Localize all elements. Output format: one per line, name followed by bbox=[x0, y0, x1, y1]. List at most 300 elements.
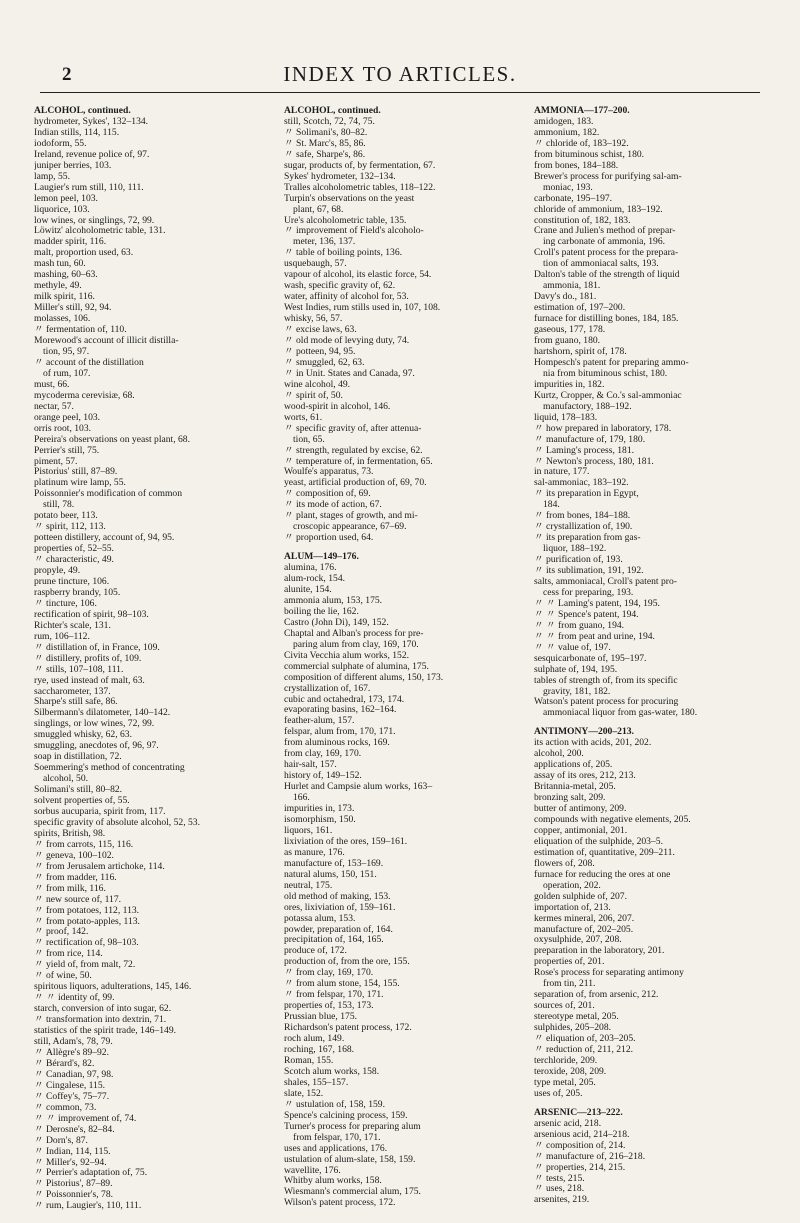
index-entry: constitution of, 182, 183. bbox=[534, 215, 631, 226]
index-entry: platinum wire lamp, 55. bbox=[34, 478, 126, 489]
index-entry: 〃 eliquation of, 203–205. bbox=[534, 1034, 636, 1045]
index-entry: 〃 geneva, 100–102. bbox=[34, 850, 114, 861]
index-entry: 〃 manufacture of, 179, 180. bbox=[534, 434, 646, 445]
index-entry: isomorphism, 150. bbox=[284, 815, 356, 825]
index-entry: separation of, from arsenic, 212. bbox=[534, 990, 659, 1001]
index-entry: golden sulphide of, 207. bbox=[534, 891, 627, 902]
index-entry: 〃 distillery, profits of, 109. bbox=[34, 653, 142, 664]
index-entry: 〃 transformation into dextrin, 71. bbox=[34, 1015, 167, 1026]
index-entry: 〃 from carrots, 115, 116. bbox=[34, 839, 134, 850]
section-gap bbox=[534, 1100, 774, 1108]
index-entry: Rose's process for separating antimony bbox=[534, 968, 684, 979]
index-entry: 〃 from milk, 116. bbox=[34, 883, 106, 894]
index-entry: solvent properties of, 55. bbox=[34, 796, 130, 807]
index-entry: nia from bituminous schist, 180. bbox=[543, 368, 668, 379]
index-entry: 〃 in Unit. States and Canada, 97. bbox=[284, 368, 415, 379]
index-entry: rectification of spirit, 98–103. bbox=[34, 609, 149, 620]
index-entry: 〃 〃 from guano, 194. bbox=[534, 620, 625, 631]
index-entry: wash, specific gravity of, 62. bbox=[284, 281, 396, 292]
index-entry: Watson's patent process for procuring bbox=[534, 697, 679, 708]
index-entry: must, 66. bbox=[34, 379, 70, 390]
index-entry: from guano, 180. bbox=[534, 336, 601, 347]
page-title: INDEX TO ARTICLES. bbox=[283, 62, 517, 86]
index-entry: whisky, 56, 57. bbox=[284, 314, 343, 325]
section-heading: ALCOHOL, continued. bbox=[34, 106, 131, 116]
index-entry: Davy's do., 181. bbox=[534, 292, 597, 303]
index-entry: specific gravity of absolute alcohol, 52, 53. bbox=[34, 817, 200, 828]
index-entry: still, 78. bbox=[43, 500, 75, 511]
index-entry: shales, 155–157. bbox=[284, 1077, 349, 1088]
index-entry: chloride of ammonium, 183–192. bbox=[534, 204, 663, 215]
index-entry: Woulfe's apparatus, 73. bbox=[284, 467, 374, 478]
section-gap bbox=[534, 719, 774, 727]
index-entry: wood-spirit in alcohol, 146. bbox=[284, 401, 391, 412]
index-entry: liquorice, 103. bbox=[34, 204, 90, 215]
index-entry: boiling the lie, 162. bbox=[284, 606, 359, 617]
index-entry: wine alcohol, 49. bbox=[284, 379, 351, 390]
index-entry: lixiviation of the ores, 159–161. bbox=[284, 836, 408, 847]
index-entry: 〃 from clay, 169, 170. bbox=[284, 968, 374, 979]
index-entry: amidogen, 183. bbox=[534, 116, 594, 127]
index-entry: hydrometer, Sykes', 132–134. bbox=[34, 116, 149, 127]
index-entry: tion, 95, 97. bbox=[43, 346, 90, 357]
index-entry: 〃 Poissonnier's, 78. bbox=[34, 1190, 114, 1201]
index-entry: 〃 purification of, 193. bbox=[534, 555, 623, 566]
index-entry: 〃 ustulation of, 158, 159. bbox=[284, 1099, 385, 1110]
index-entry: lamp, 55. bbox=[34, 171, 70, 182]
index-entry: its action with acids, 201, 202. bbox=[534, 738, 652, 749]
index-entry: ammoniacal liquor from gas-water, 180. bbox=[543, 708, 698, 719]
section-gap bbox=[284, 544, 524, 552]
index-entry: 〃 of wine, 50. bbox=[34, 971, 92, 982]
index-entry: saccharometer, 137. bbox=[34, 686, 111, 697]
index-entry: Poissonnier's modification of common bbox=[34, 489, 183, 500]
index-entry: ing carbonate of ammonia, 196. bbox=[543, 237, 666, 248]
index-entry: 〃 proof, 142. bbox=[34, 927, 89, 938]
index-entry: mashing, 60–63. bbox=[34, 270, 98, 281]
index-entry: 〃 improvement of Field's alcoholo- bbox=[284, 226, 424, 237]
index-entry: Pereira's observations on yeast plant, 68. bbox=[34, 434, 190, 445]
index-entry: milk spirit, 116. bbox=[34, 292, 95, 303]
index-entry: Laugier's rum still, 110, 111. bbox=[34, 182, 144, 193]
index-entry: madder spirit, 116. bbox=[34, 237, 107, 248]
index-entry: prune tincture, 106. bbox=[34, 576, 110, 587]
index-entry: Hompesch's patent for preparing ammo- bbox=[534, 357, 689, 368]
index-entry: slate, 152. bbox=[284, 1088, 324, 1099]
index-column-left bbox=[34, 106, 274, 1212]
index-entry: history of, 149–152. bbox=[284, 771, 362, 782]
index-entry: 〃 composition of, 69. bbox=[284, 489, 371, 500]
index-entry: Crane and Julien's method of prepar- bbox=[534, 226, 676, 237]
index-entry: 〃 old mode of levying duty, 74. bbox=[284, 336, 410, 347]
index-entry: starch, conversion of into sugar, 62. bbox=[34, 1004, 172, 1015]
index-entry: eliquation of the sulphide, 203–5. bbox=[534, 836, 663, 847]
index-entry: alunite, 154. bbox=[284, 584, 332, 595]
index-entry: properties of, 201. bbox=[534, 957, 605, 968]
index-entry: manufacture of, 202–205. bbox=[534, 924, 634, 935]
index-entry: Miller's still, 92, 94. bbox=[34, 303, 112, 314]
index-entry: 〃 safe, Sharpe's, 86. bbox=[284, 149, 366, 160]
index-entry: roch alum, 149. bbox=[284, 1034, 345, 1045]
index-entry: of rum, 107. bbox=[43, 368, 91, 379]
index-entry: hartshorn, spirit of, 178. bbox=[534, 346, 627, 357]
index-entry: 〃 common, 73. bbox=[34, 1102, 97, 1113]
index-entry: Tralles alcoholometric tables, 118–122. bbox=[284, 182, 436, 193]
index-entry: oxysulphide, 207, 208. bbox=[534, 935, 622, 946]
index-entry: uses of, 205. bbox=[534, 1088, 583, 1099]
index-entry: 〃 chloride of, 183–192. bbox=[534, 138, 629, 149]
index-entry: 〃 table of boiling points, 136. bbox=[284, 248, 403, 259]
section-heading: ALUM—149–176. bbox=[284, 552, 359, 563]
index-entry: 〃 from potato-apples, 113. bbox=[34, 916, 140, 927]
index-entry: precipitation of, 164, 165. bbox=[284, 935, 384, 946]
index-entry: wavellite, 176. bbox=[284, 1165, 341, 1176]
index-entry: Löwitz' alcoholometric table, 131. bbox=[34, 226, 166, 237]
index-entry: 〃 Indian, 114, 115. bbox=[34, 1146, 111, 1157]
index-entry: salts, ammoniacal, Croll's patent pro- bbox=[534, 576, 677, 587]
index-entry: usquebaugh, 57. bbox=[284, 259, 347, 270]
index-entry: furnace for distilling bones, 184, 185. bbox=[534, 314, 679, 325]
index-entry: Turner's process for preparing alum bbox=[284, 1121, 421, 1132]
index-entry: properties of, 52–55. bbox=[34, 544, 114, 555]
index-entry: sal-ammoniac, 183–192. bbox=[534, 478, 629, 489]
index-entry: 〃 its mode of action, 67. bbox=[284, 500, 382, 511]
index-entry: as manure, 176. bbox=[284, 847, 345, 858]
index-entry: Kurtz, Cropper, & Co.'s sal-ammoniac bbox=[534, 390, 682, 401]
section-heading: ANTIMONY—200–213. bbox=[534, 727, 634, 738]
index-entry: commercial sulphate of alumina, 175. bbox=[284, 661, 429, 672]
index-entry: crystallization of, 167. bbox=[284, 683, 371, 694]
index-entry: singlings, or low wines, 72, 99. bbox=[34, 719, 155, 730]
index-entry: 166. bbox=[293, 793, 310, 804]
index-entry: 〃 fermentation of, 110. bbox=[34, 325, 127, 336]
index-entry: 〃 plant, stages of growth, and mi- bbox=[284, 511, 418, 522]
index-entry: juniper berries, 103. bbox=[34, 160, 112, 171]
index-entry: 〃 from potatoes, 112, 113. bbox=[34, 905, 140, 916]
index-entry: roching, 167, 168. bbox=[284, 1045, 355, 1056]
index-entry: operation, 202. bbox=[543, 880, 601, 891]
index-entry: 〃 smuggled, 62, 63. bbox=[284, 357, 365, 368]
index-entry: 〃 account of the distillation bbox=[34, 357, 144, 368]
index-entry: rum, 106–112. bbox=[34, 631, 90, 642]
index-entry: 〃 〃 Spence's patent, 194. bbox=[534, 609, 639, 620]
index-entry: evaporating basins, 162–164. bbox=[284, 705, 397, 716]
index-entry: gravity, 181, 182. bbox=[543, 686, 611, 697]
index-columns bbox=[34, 106, 774, 1212]
index-entry: 〃 〃 value of, 197. bbox=[534, 642, 611, 653]
index-entry: potteen distillery, account of, 94, 95. bbox=[34, 533, 175, 544]
index-entry: vapour of alcohol, its elastic force, 54. bbox=[284, 270, 432, 281]
index-entry: importation of, 213. bbox=[534, 902, 611, 913]
index-entry: 〃 characteristic, 49. bbox=[34, 555, 114, 566]
index-entry: 〃 crystallization of, 190. bbox=[534, 522, 633, 533]
index-entry: Brewer's process for purifying sal-am- bbox=[534, 171, 682, 182]
index-entry: 〃 tincture, 106. bbox=[34, 598, 97, 609]
index-entry: 〃 uses, 218. bbox=[534, 1184, 585, 1195]
index-entry: 〃 from alum stone, 154, 155. bbox=[284, 979, 400, 990]
index-entry: Castro (John Di), 149, 152. bbox=[284, 617, 389, 628]
index-entry: yeast, artificial production of, 69, 70. bbox=[284, 478, 427, 489]
index-entry: terchloride, 209. bbox=[534, 1055, 598, 1066]
index-entry: 〃 from Jerusalem artichoke, 114. bbox=[34, 861, 165, 872]
index-entry: 〃 〃 identity of, 99. bbox=[34, 993, 115, 1004]
index-entry: Croll's patent process for the prepara- bbox=[534, 248, 679, 259]
index-entry: croscopic appearance, 67–69. bbox=[293, 522, 407, 533]
index-entry: 〃 spirit, 112, 113. bbox=[34, 522, 106, 533]
index-entry: still, Scotch, 72, 74, 75. bbox=[284, 116, 375, 127]
index-entry: raspberry brandy, 105. bbox=[34, 587, 121, 598]
index-entry: alumina, 176. bbox=[284, 563, 337, 574]
index-entry: malt, proportion used, 63. bbox=[34, 248, 134, 259]
index-entry: orange peel, 103. bbox=[34, 412, 101, 423]
index-entry: arsenites, 219. bbox=[534, 1195, 590, 1206]
index-entry: stereotype metal, 205. bbox=[534, 1012, 619, 1023]
index-entry: flowers of, 208. bbox=[534, 858, 595, 869]
index-entry: 〃 rum, Laugier's, 110, 111. bbox=[34, 1201, 142, 1212]
index-entry: from clay, 169, 170. bbox=[284, 749, 362, 760]
index-entry: 〃 potteen, 94, 95. bbox=[284, 346, 356, 357]
index-entry: lemon peel, 103. bbox=[34, 193, 98, 204]
index-entry: West Indies, rum stills used in, 107, 108. bbox=[284, 303, 441, 314]
index-entry: kermes mineral, 206, 207. bbox=[534, 913, 635, 924]
index-entry: molasses, 106. bbox=[34, 314, 91, 325]
index-entry: ustulation of alum-slate, 158, 159. bbox=[284, 1154, 416, 1165]
index-entry: sources of, 201. bbox=[534, 1001, 595, 1012]
index-entry: felspar, alum from, 170, 171. bbox=[284, 727, 396, 738]
index-entry: Sykes' hydrometer, 132–134. bbox=[284, 171, 396, 182]
index-entry: statistics of the spirit trade, 146–149. bbox=[34, 1026, 177, 1037]
index-entry: 〃 〃 improvement of, 74. bbox=[34, 1113, 137, 1124]
index-entry: 〃 from rice, 114. bbox=[34, 949, 103, 960]
index-entry: low wines, or singlings, 72, 99. bbox=[34, 215, 155, 226]
index-entry: 〃 Bérard's, 82. bbox=[34, 1058, 95, 1069]
index-entry: 〃 properties, 214, 215. bbox=[534, 1162, 626, 1173]
index-entry: ammonium, 182. bbox=[534, 127, 600, 138]
section-heading: ALCOHOL, continued. bbox=[284, 106, 381, 116]
index-entry: alcohol, 200. bbox=[534, 749, 584, 760]
index-entry: from bones, 184–188. bbox=[534, 160, 619, 171]
index-entry: composition of different alums, 150, 173. bbox=[284, 672, 444, 683]
index-entry: Morewood's account of illicit distilla- bbox=[34, 336, 179, 347]
index-entry: Richter's scale, 131. bbox=[34, 620, 111, 631]
index-entry: bronzing salt, 209. bbox=[534, 793, 606, 804]
index-entry: ammonia, 181. bbox=[543, 281, 601, 292]
index-entry: feather-alum, 157. bbox=[284, 716, 355, 727]
index-entry: sorbus aucuparia, spirit from, 117. bbox=[34, 807, 166, 817]
index-entry: cess for preparing, 193. bbox=[543, 587, 634, 598]
index-entry: spirits, British, 98. bbox=[34, 828, 106, 839]
index-entry: smuggling, anecdotes of, 96, 97. bbox=[34, 741, 159, 752]
index-column-right bbox=[534, 106, 774, 1212]
index-entry: 〃 how prepared in laboratory, 178. bbox=[534, 423, 672, 434]
index-entry: 〃 Pistorius', 87–89. bbox=[34, 1179, 113, 1190]
index-entry: Scotch alum works, 158. bbox=[284, 1066, 380, 1077]
index-entry: production of, from the ore, 155. bbox=[284, 957, 410, 968]
index-entry: methyle, 49. bbox=[34, 281, 82, 292]
index-entry: Spence's calcining process, 159. bbox=[284, 1110, 408, 1121]
index-entry: 〃 tests, 215. bbox=[534, 1173, 585, 1184]
index-entry: 〃 Canadian, 97, 98. bbox=[34, 1069, 114, 1080]
index-entry: Roman, 155. bbox=[284, 1055, 334, 1066]
index-entry: nectar, 57. bbox=[34, 401, 74, 412]
index-entry: moniac, 193. bbox=[543, 182, 593, 193]
index-entry: Indian stills, 114, 115. bbox=[34, 127, 120, 138]
index-entry: 〃 Coffey's, 75–77. bbox=[34, 1091, 110, 1102]
index-entry: 〃 〃 from peat and urine, 194. bbox=[534, 631, 655, 642]
index-entry: manufactory, 188–192. bbox=[543, 401, 632, 412]
index-entry: Soemmering's method of concentrating bbox=[34, 763, 185, 774]
index-entry: 〃 excise laws, 63. bbox=[284, 325, 357, 336]
index-entry: liquors, 161. bbox=[284, 825, 333, 836]
index-entry: 〃 Laming's process, 181. bbox=[534, 445, 635, 456]
index-entry: spiritous liquors, adulterations, 145, 146. bbox=[34, 982, 192, 993]
index-entry: neutral, 175. bbox=[284, 880, 333, 891]
index-entry: plant, 67, 68. bbox=[293, 204, 344, 215]
index-entry: old method of making, 153. bbox=[284, 891, 391, 902]
index-entry: Hurlet and Campsie alum works, 163– bbox=[284, 782, 433, 793]
index-entry: sugar, products of, by fermentation, 67. bbox=[284, 160, 436, 171]
index-entry: Prussian blue, 175. bbox=[284, 1012, 358, 1023]
index-entry: 〃 specific gravity of, after attenua- bbox=[284, 423, 422, 434]
index-entry: still, Adam's, 78, 79. bbox=[34, 1037, 113, 1048]
index-entry: natural alums, 150, 151. bbox=[284, 869, 377, 880]
index-entry: sesquicarbonate of, 195–197. bbox=[534, 653, 647, 664]
index-entry: alum-rock, 154. bbox=[284, 574, 346, 585]
index-entry: tion, 65. bbox=[293, 434, 325, 445]
index-entry: alcohol, 50. bbox=[43, 774, 89, 785]
index-entry: 〃 rectification of, 98–103. bbox=[34, 938, 139, 949]
index-entry: preparation in the laboratory, 201. bbox=[534, 946, 665, 957]
index-entry: Whitby alum works, 158. bbox=[284, 1176, 382, 1187]
index-entry: 〃 from felspar, 170, 171. bbox=[284, 990, 384, 1001]
index-entry: Perrier's still, 75. bbox=[34, 445, 100, 456]
index-entry: 〃 manufacture of, 216–218. bbox=[534, 1151, 646, 1162]
index-entry: Sharpe's still safe, 86. bbox=[34, 697, 118, 708]
index-entry: rye, used instead of malt, 63. bbox=[34, 675, 145, 686]
index-entry: hair-salt, 157. bbox=[284, 760, 337, 771]
index-entry: from felspar, 170, 171. bbox=[293, 1132, 381, 1143]
index-entry: Wiesmann's commercial alum, 175. bbox=[284, 1187, 421, 1198]
index-entry: 〃 〃 Laming's patent, 194, 195. bbox=[534, 598, 660, 609]
index-entry: mash tun, 60. bbox=[34, 259, 86, 270]
index-entry: 〃 temperature of, in fermentation, 65. bbox=[284, 456, 433, 467]
section-heading: ARSENIC—213–222. bbox=[534, 1107, 623, 1118]
index-entry: 〃 St. Marc's, 85, 86. bbox=[284, 138, 366, 149]
index-entry: Wilson's patent process, 172. bbox=[284, 1198, 396, 1209]
index-entry: assay of its ores, 212, 213. bbox=[534, 771, 636, 782]
index-entry: cubic and octahedral, 173, 174. bbox=[284, 694, 405, 705]
index-entry: smuggled whisky, 62, 63. bbox=[34, 730, 132, 741]
index-entry: impurities in, 182. bbox=[534, 379, 605, 390]
index-entry: 〃 Miller's, 92–94. bbox=[34, 1157, 107, 1168]
index-entry: 〃 Solimani's, 80–82. bbox=[284, 127, 368, 138]
index-entry: 〃 Allègre's 89–92. bbox=[34, 1047, 110, 1058]
index-entry: arsenious acid, 214–218. bbox=[534, 1129, 630, 1140]
index-entry: 〃 new source of, 117. bbox=[34, 894, 122, 905]
index-entry: tables of strength of, from its specific bbox=[534, 675, 678, 686]
index-entry: Solimani's still, 80–82. bbox=[34, 785, 123, 796]
index-entry: butter of antimony, 209. bbox=[534, 804, 627, 815]
index-entry: in nature, 177. bbox=[534, 467, 590, 478]
index-entry: from tin, 211. bbox=[543, 979, 596, 990]
index-entry: 〃 from madder, 116. bbox=[34, 872, 117, 883]
index-entry: copper, antimonial, 201. bbox=[534, 825, 628, 836]
index-entry: Silbermann's dilatometer, 140–142. bbox=[34, 708, 171, 719]
index-entry: 〃 its preparation in Egypt, bbox=[534, 489, 639, 500]
index-entry: teroxide, 208, 209. bbox=[534, 1066, 607, 1077]
index-entry: Richardson's patent process, 172. bbox=[284, 1023, 412, 1034]
index-entry: 〃 yield of, from malt, 72. bbox=[34, 960, 136, 971]
index-entry: Ireland, revenue police of, 97. bbox=[34, 149, 150, 160]
index-entry: impurities in, 173. bbox=[284, 804, 355, 815]
index-entry: 〃 from bones, 184–188. bbox=[534, 511, 631, 522]
page-number: 2 bbox=[62, 64, 72, 85]
index-entry: 〃 Newton's process, 180, 181. bbox=[534, 456, 654, 467]
index-entry: furnace for reducing the ores at one bbox=[534, 869, 671, 880]
index-entry: 〃 its preparation from gas- bbox=[534, 533, 641, 544]
index-entry: mycoderma cerevisiæ, 68. bbox=[34, 390, 135, 401]
index-entry: 〃 Perrier's adaptation of, 75. bbox=[34, 1168, 148, 1179]
index-entry: 〃 stills, 107–108, 111. bbox=[34, 664, 124, 675]
index-entry: orris root, 103. bbox=[34, 423, 92, 434]
index-entry: liquid, 178–183. bbox=[534, 412, 598, 423]
index-entry: arsenic acid, 218. bbox=[534, 1118, 602, 1129]
index-entry: 〃 distillation of, in France, 109. bbox=[34, 642, 160, 653]
index-entry: Turpin's observations on the yeast bbox=[284, 193, 415, 204]
index-entry: uses and applications, 176. bbox=[284, 1143, 388, 1154]
header-rule bbox=[40, 92, 760, 93]
index-entry: 〃 Cingalese, 115. bbox=[34, 1080, 106, 1091]
index-entry: 〃 composition of, 214. bbox=[534, 1140, 626, 1151]
index-entry: applications of, 205. bbox=[534, 760, 613, 771]
index-entry: paring alum from clay, 169, 170. bbox=[293, 639, 419, 650]
index-entry: compounds with negative elements, 205. bbox=[534, 815, 691, 825]
index-entry: properties of, 153, 173. bbox=[284, 1001, 374, 1012]
index-entry: water, affinity of alcohol for, 53. bbox=[284, 292, 409, 303]
index-entry: produce of, 172. bbox=[284, 946, 347, 957]
index-entry: Chaptal and Alban's process for pre- bbox=[284, 628, 424, 639]
index-entry: sulphate of, 194, 195. bbox=[534, 664, 618, 675]
index-entry: Dalton's table of the strength of liquid bbox=[534, 270, 680, 281]
index-column-middle bbox=[284, 106, 524, 1212]
index-entry: carbonate, 195–197. bbox=[534, 193, 613, 204]
index-entry: piment, 57. bbox=[34, 456, 78, 467]
index-entry: propyle, 49. bbox=[34, 566, 81, 577]
index-entry: from aluminous rocks, 169. bbox=[284, 738, 390, 749]
index-entry: 〃 its sublimation, 191, 192. bbox=[534, 566, 644, 577]
index-entry: soap in distillation, 72. bbox=[34, 752, 122, 763]
index-entry: estimation of, 197–200. bbox=[534, 303, 626, 314]
index-entry: powder, preparation of, 164. bbox=[284, 924, 393, 935]
index-entry: from bituminous schist, 180. bbox=[534, 149, 645, 160]
index-entry: iodoform, 55. bbox=[34, 138, 87, 149]
index-entry: gaseous, 177, 178. bbox=[534, 325, 606, 336]
index-entry: estimation of, quantitative, 209–211. bbox=[534, 847, 675, 858]
index-entry: type metal, 205. bbox=[534, 1077, 596, 1088]
index-entry: meter, 136, 137. bbox=[293, 237, 356, 248]
index-entry: Civita Vecchia alum works, 152. bbox=[284, 650, 410, 661]
index-entry: 〃 spirit of, 50. bbox=[284, 390, 343, 401]
index-entry: 〃 strength, regulated by excise, 62. bbox=[284, 445, 423, 456]
index-entry: sulphides, 205–208. bbox=[534, 1023, 612, 1034]
index-entry: potassa alum, 153. bbox=[284, 913, 356, 924]
index-entry: liquor, 188–192. bbox=[543, 544, 607, 555]
index-entry: manufacture of, 153–169. bbox=[284, 858, 384, 869]
index-entry: worts, 61. bbox=[284, 412, 323, 423]
index-entry: 〃 reduction of, 211, 212. bbox=[534, 1045, 634, 1056]
index-entry: ores, lixiviation of, 159–161. bbox=[284, 902, 396, 913]
section-heading: AMMONIA—177–200. bbox=[534, 106, 630, 116]
